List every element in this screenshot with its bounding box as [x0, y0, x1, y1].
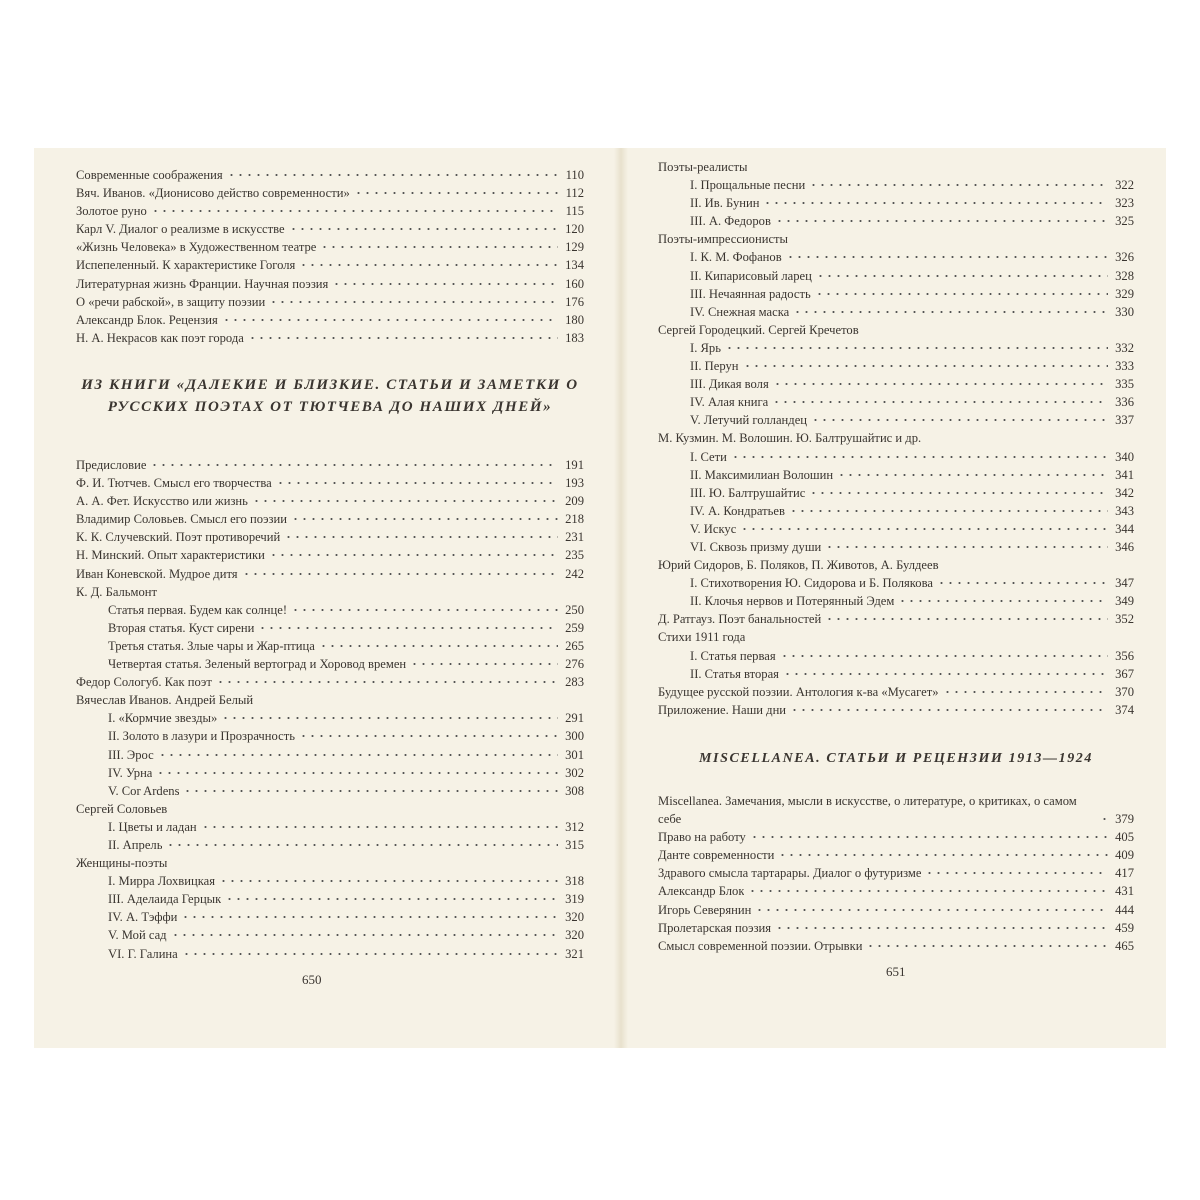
- dot-leader: [755, 908, 1108, 914]
- book-spread: [34, 148, 1166, 1048]
- dot-leader: [1100, 817, 1108, 823]
- toc-entry-title: Поэты-импрессионисты: [658, 232, 789, 247]
- toc-entry-page: 336: [1115, 395, 1134, 410]
- dot-leader: [783, 672, 1108, 678]
- toc-entry: [658, 538, 1134, 556]
- page-number: 651: [886, 964, 906, 979]
- toc-entry-page: 110: [565, 168, 584, 182]
- toc-entry-page: 340: [1115, 449, 1134, 464]
- toc-entry-page: 283: [565, 675, 584, 690]
- toc-entry-title: Д. Ратгауз. Поэт банальностей: [658, 612, 822, 627]
- toc-entry: [76, 890, 584, 908]
- dot-leader: [269, 300, 558, 306]
- toc-entry-title: IV. Урна: [108, 765, 153, 780]
- toc-entry-page: 465: [1115, 938, 1134, 953]
- toc-entry-page: 302: [565, 765, 584, 780]
- page-number: 650: [302, 972, 322, 987]
- toc-entry-title: Сергей Соловьев: [76, 801, 168, 816]
- toc-entry-title: II. Статья вторая: [690, 666, 779, 681]
- dot-leader: [299, 734, 558, 740]
- toc-entry-page: 405: [1115, 830, 1134, 845]
- toc-entry-page: 356: [1115, 648, 1134, 663]
- dot-leader: [276, 481, 558, 487]
- toc-entry-title: Испепеленный. К характеристике Гоголя: [76, 258, 296, 273]
- toc-entry-title: Игорь Северянин: [658, 902, 752, 917]
- toc-entry-title: Право на работу: [658, 830, 746, 845]
- toc-entry-page: 343: [1115, 503, 1134, 518]
- toc-entry: [658, 647, 1134, 665]
- toc-entry-page: 115: [565, 204, 584, 219]
- toc-entry-title: Вячеслав Иванов. Андрей Белый: [76, 693, 254, 708]
- dot-leader: [216, 680, 558, 686]
- toc-entry-title: VI. Сквозь призму души: [690, 539, 822, 554]
- toc-entry-page: 321: [565, 946, 584, 961]
- toc-entry: [76, 565, 584, 583]
- toc-entry-page: 328: [1115, 268, 1134, 283]
- toc-entry-title: I. Цветы и ладан: [108, 819, 197, 834]
- toc-entry-title: Смысл современной поэзии. Отрывки: [658, 938, 863, 953]
- toc-entry-page: 342: [1115, 485, 1134, 500]
- toc-entry-title: К. К. Случевский. Поэт противоречий: [76, 530, 281, 545]
- toc-entry: [76, 908, 584, 926]
- toc-entry-title: Пролетарская поэзия: [658, 920, 772, 935]
- toc-entry-title: Будущее русской поэзии. Антология к-ва «Мусагет»: [658, 684, 939, 699]
- toc-entry: [76, 872, 584, 890]
- toc-entry-page: 180: [565, 312, 584, 327]
- toc-entry: [658, 267, 1134, 285]
- toc-entry: [658, 411, 1134, 429]
- toc-entry-page: 349: [1115, 594, 1134, 609]
- toc-entry: [658, 864, 1134, 882]
- toc-entry-page: 330: [1115, 304, 1134, 319]
- dot-leader: [284, 535, 558, 541]
- toc-entry-title: V. Cor Ardens: [108, 783, 180, 798]
- toc-entry: [658, 448, 1134, 466]
- dot-leader: [816, 274, 1108, 280]
- toc-entry-page: 191: [565, 458, 584, 472]
- toc-entry-title: Статья первая. Будем как солнце!: [108, 602, 288, 617]
- toc-entry: [658, 882, 1134, 900]
- dot-leader: [354, 191, 558, 197]
- toc-entry-page: 250: [565, 602, 584, 617]
- toc-entry-title: I. Мирра Лохвицкая: [108, 874, 216, 889]
- toc-entry: [658, 321, 1134, 339]
- toc-entry-title: Александр Блок. Рецензия: [76, 312, 218, 327]
- toc-entry-page: 326: [1115, 250, 1134, 265]
- toc-entry-page: 344: [1115, 521, 1134, 536]
- section-heading: MISCELLANEA. СТАТЬИ И РЕЦЕНЗИИ 1913—1924: [698, 751, 1093, 766]
- toc-entry: [76, 220, 584, 238]
- dot-leader: [181, 915, 558, 921]
- dot-leader: [937, 581, 1108, 587]
- toc-entry: [658, 357, 1134, 375]
- toc-entry-title: Н. А. Некрасов как поэт города: [76, 330, 244, 345]
- toc-entry-title: III. Аделаида Герцык: [108, 892, 222, 907]
- dot-leader: [222, 318, 558, 324]
- toc-entry-page: 265: [565, 638, 584, 653]
- toc-entry-title: Женщины-поэты: [76, 856, 168, 871]
- toc-entry: [76, 854, 584, 872]
- toc-entry: [76, 256, 584, 274]
- toc-entry: [658, 158, 1134, 176]
- toc-entry-title: Юрий Сидоров, Б. Поляков, П. Животов, А. Булдеев: [658, 558, 939, 573]
- dot-leader: [289, 227, 558, 233]
- toc-entry: [76, 619, 584, 637]
- dot-leader: [156, 771, 558, 777]
- toc-entry-title: Федор Сологуб. Как поэт: [76, 675, 212, 690]
- dot-leader: [151, 209, 558, 215]
- toc-entry-title: I. Статья первая: [690, 648, 776, 663]
- dot-leader: [725, 346, 1108, 352]
- toc-entry-page: 320: [565, 928, 584, 943]
- toc-entry-page: 352: [1115, 612, 1134, 627]
- toc-entry-title: Третья статья. Злые чары и Жар-птица: [108, 638, 315, 653]
- toc-entry: [76, 166, 584, 184]
- toc-entry-title: Владимир Соловьев. Смысл его поэзии: [76, 512, 288, 527]
- toc-entry: [658, 846, 1134, 864]
- dot-leader: [269, 553, 558, 559]
- toc-entry-title: II. Перун: [690, 359, 739, 374]
- toc-entry-title: V. Мой сад: [108, 928, 167, 943]
- toc-entry: [658, 393, 1134, 411]
- toc-list-misc: [658, 792, 1134, 955]
- dot-leader: [825, 545, 1108, 551]
- toc-entry-page: 431: [1115, 884, 1134, 899]
- toc-entry-title: О «речи рабской», в защиту поэзии: [76, 294, 266, 309]
- toc-entry-page: 218: [565, 512, 584, 527]
- toc-entry: [76, 782, 584, 800]
- toc-entry-title: Данте современности: [658, 848, 775, 863]
- toc-entry-page: 332: [1115, 340, 1134, 355]
- toc-entry-title: Золотое руно: [76, 204, 147, 219]
- toc-entry-title: IV. Снежная маска: [690, 304, 790, 319]
- section-heading: ИЗ КНИГИ «ДАЛЕКИЕ И БЛИЗКИЕ. СТАТЬИ И ЗАМЕТКИ О РУССКИХ ПОЭТАХ ОТ ТЮТЧЕВА ДО НАШИХ ДНЕЙ»: [81, 377, 579, 415]
- toc-entry: [76, 202, 584, 220]
- toc-entry: [658, 303, 1134, 321]
- toc-entry-title: III. А. Федоров: [690, 214, 771, 229]
- toc-entry-page: 337: [1115, 413, 1134, 428]
- dot-leader: [731, 455, 1108, 461]
- toc-entry-title: II. Ив. Бунин: [690, 196, 760, 211]
- toc-entry-title: Литературная жизнь Франции. Научная поэзия: [76, 276, 329, 291]
- dot-leader: [299, 263, 558, 269]
- dot-leader: [252, 499, 558, 505]
- dot-leader: [319, 644, 558, 650]
- toc-entry-title: Поэты-реалисты: [658, 160, 748, 174]
- toc-entry-title: Ф. И. Тютчев. Смысл его творчества: [76, 476, 272, 491]
- dot-leader: [775, 926, 1108, 932]
- toc-entry: [658, 466, 1134, 484]
- toc-entry-page: 319: [565, 892, 584, 907]
- right-page: [622, 148, 1166, 1048]
- toc-entry: [658, 901, 1134, 919]
- toc-entry: [658, 683, 1134, 701]
- dot-leader: [748, 889, 1108, 895]
- toc-entry: [76, 818, 584, 836]
- toc-entry: [76, 275, 584, 293]
- toc-entry: [76, 800, 584, 818]
- toc-entry-title: «Жизнь Человека» в Художественном театре: [76, 240, 317, 255]
- toc-entry: [76, 184, 584, 202]
- toc-entry-title: А. А. Фет. Искусство или жизнь: [76, 494, 248, 509]
- toc-entry-page: 409: [1115, 848, 1134, 863]
- dot-leader: [763, 201, 1108, 207]
- toc-entry-page: 235: [565, 548, 584, 563]
- toc-entry-title: I. Стихотворения Ю. Сидорова и Б. Полякова: [690, 576, 933, 591]
- toc-entry: [76, 293, 584, 311]
- dot-leader: [320, 245, 558, 251]
- dot-leader: [837, 473, 1108, 479]
- toc-list-top: [76, 166, 584, 347]
- dot-leader: [242, 572, 558, 578]
- toc-entry-page: 325: [1115, 214, 1134, 229]
- toc-entry: [658, 375, 1134, 393]
- toc-entry-page: 315: [565, 837, 584, 852]
- dot-leader: [158, 753, 558, 759]
- toc-entry-title: II. Максимилиан Волошин: [690, 467, 834, 482]
- toc-entry: [76, 546, 584, 564]
- toc-entry-page: 176: [565, 294, 584, 309]
- toc-entry: [658, 520, 1134, 538]
- dot-leader: [248, 336, 558, 342]
- toc-entry: [76, 836, 584, 854]
- toc-entry-page: 291: [565, 711, 584, 726]
- dot-leader: [150, 463, 558, 469]
- toc-entry-page: 308: [565, 783, 584, 798]
- toc-entry: [76, 492, 584, 510]
- toc-entry-title: II. Кипарисовый ларец: [690, 268, 812, 283]
- toc-entry: [76, 764, 584, 782]
- toc-entry-page: 346: [1115, 539, 1134, 554]
- dot-leader: [201, 825, 558, 831]
- toc-entry-title: IV. А. Тэффи: [108, 910, 178, 925]
- toc-entry-page: 193: [565, 476, 584, 491]
- toc-entry-title: Вторая статья. Куст сирени: [108, 620, 255, 635]
- dot-leader: [171, 933, 558, 939]
- toc-entry-page: 231: [565, 530, 584, 545]
- toc-entry: [76, 637, 584, 655]
- toc-entry-page: 312: [565, 819, 584, 834]
- dot-leader: [182, 952, 558, 958]
- toc-entry-title: М. Кузмин. М. Волошин. Ю. Балтрушайтис и др.: [658, 431, 922, 446]
- dot-leader: [166, 843, 558, 849]
- dot-leader: [815, 292, 1108, 298]
- toc-entry: [658, 665, 1134, 683]
- toc-entry-title: Miscellanea. Замечания, мысли в искусстве, о литературе, о критиках, о самом себе: [658, 794, 1077, 826]
- toc-entry-page: 335: [1115, 377, 1134, 392]
- toc-entry-title: III. Дикая воля: [690, 377, 769, 392]
- toc-entry-title: I. К. М. Фофанов: [690, 250, 782, 265]
- dot-leader: [898, 599, 1108, 605]
- dot-leader: [772, 400, 1108, 406]
- toc-entry: [76, 474, 584, 492]
- toc-entry: [658, 701, 1134, 719]
- toc-entry-page: 379: [1115, 812, 1134, 827]
- dot-leader: [866, 944, 1108, 950]
- toc-entry: [76, 691, 584, 709]
- dot-leader: [225, 897, 558, 903]
- toc-entry-page: 367: [1115, 666, 1134, 681]
- dot-leader: [775, 219, 1108, 225]
- toc-entry-title: Здравого смысла тартарары. Диалог о футуризме: [658, 866, 922, 881]
- toc-entry: [76, 456, 584, 474]
- toc-entry: [76, 238, 584, 256]
- toc-list-main: [658, 158, 1134, 719]
- toc-entry-page: 300: [565, 729, 584, 744]
- toc-entry: [76, 746, 584, 764]
- toc-entry: [76, 329, 584, 347]
- toc-entry-title: I. «Кормчие звезды»: [108, 711, 218, 726]
- toc-entry: [658, 937, 1134, 955]
- toc-list-main: [76, 456, 584, 963]
- toc-entry-page: 301: [565, 747, 584, 762]
- toc-entry-title: Предисловие: [76, 458, 147, 472]
- dot-leader: [778, 853, 1108, 859]
- toc-entry: [658, 212, 1134, 230]
- dot-leader: [183, 789, 558, 795]
- toc-entry-title: Александр Блок: [658, 884, 745, 899]
- toc-entry-title: Сергей Городецкий. Сергей Кречетов: [658, 322, 859, 337]
- toc-entry: [658, 574, 1134, 592]
- toc-entry-page: 374: [1115, 702, 1134, 717]
- toc-entry: [658, 248, 1134, 266]
- toc-entry-title: V. Летучий голландец: [690, 413, 808, 428]
- toc-entry-page: 320: [565, 910, 584, 925]
- toc-entry: [658, 230, 1134, 248]
- toc-entry-page: 347: [1115, 576, 1134, 591]
- toc-entry-title: II. Клочья нервов и Потерянный Эдем: [690, 594, 895, 609]
- toc-entry-title: Четвертая статья. Зеленый вертоград и Хоровод времен: [108, 657, 407, 672]
- dot-leader: [825, 617, 1108, 623]
- toc-entry: [658, 792, 1134, 828]
- toc-entry: [658, 339, 1134, 357]
- toc-entry-title: Современные соображения: [76, 168, 223, 182]
- toc-entry: [658, 592, 1134, 610]
- toc-entry: [658, 285, 1134, 303]
- dot-leader: [789, 509, 1108, 515]
- toc-entry-title: I. Прощальные песни: [690, 178, 806, 193]
- dot-leader: [227, 173, 558, 179]
- dot-leader: [809, 183, 1108, 189]
- toc-entry: [76, 528, 584, 546]
- toc-entry: [76, 583, 584, 601]
- toc-entry: [658, 176, 1134, 194]
- toc-entry: [76, 926, 584, 944]
- toc-entry-title: II. Апрель: [108, 837, 163, 852]
- toc-entry-title: VI. Г. Галина: [108, 946, 178, 961]
- dot-leader: [780, 654, 1108, 660]
- toc-entry-title: Приложение. Наши дни: [658, 702, 787, 717]
- dot-leader: [925, 871, 1108, 877]
- toc-entry: [658, 919, 1134, 937]
- toc-entry: [76, 510, 584, 528]
- dot-leader: [332, 282, 558, 288]
- toc-entry: [76, 727, 584, 745]
- toc-entry-title: К. Д. Бальмонт: [76, 584, 158, 599]
- toc-entry-title: III. Эрос: [108, 747, 154, 762]
- toc-entry-page: 183: [565, 330, 584, 345]
- toc-entry-page: 318: [565, 874, 584, 889]
- toc-entry: [76, 311, 584, 329]
- toc-entry: [658, 194, 1134, 212]
- toc-entry-page: 329: [1115, 286, 1134, 301]
- toc-entry: [658, 610, 1134, 628]
- toc-entry-page: 444: [1115, 902, 1134, 917]
- dot-leader: [790, 708, 1108, 714]
- toc-entry-title: III. Ю. Балтрушайтис: [690, 485, 806, 500]
- toc-entry-page: 134: [565, 258, 584, 273]
- toc-entry-title: IV. Алая книга: [690, 395, 769, 410]
- toc-entry-title: Иван Коневской. Мудрое дитя: [76, 566, 238, 581]
- dot-leader: [750, 835, 1108, 841]
- dot-leader: [773, 382, 1108, 388]
- dot-leader: [943, 690, 1108, 696]
- toc-entry-page: 370: [1115, 684, 1134, 699]
- toc-entry: [76, 673, 584, 691]
- toc-entry-title: IV. А. Кондратьев: [690, 503, 785, 518]
- dot-leader: [793, 310, 1108, 316]
- toc-entry-title: I. Сети: [690, 449, 727, 464]
- toc-entry-page: 333: [1115, 359, 1134, 374]
- toc-entry: [76, 601, 584, 619]
- toc-entry-page: 276: [565, 657, 584, 672]
- dot-leader: [811, 418, 1108, 424]
- toc-entry-title: Н. Минский. Опыт характеристики: [76, 548, 265, 563]
- toc-entry: [76, 945, 584, 963]
- toc-entry: [76, 709, 584, 727]
- toc-entry: [658, 484, 1134, 502]
- toc-entry-page: 459: [1115, 920, 1134, 935]
- dot-leader: [258, 626, 558, 632]
- toc-entry-title: I. Ярь: [690, 340, 721, 355]
- toc-entry-page: 242: [565, 566, 584, 581]
- toc-entry-page: 129: [565, 240, 584, 255]
- dot-leader: [291, 608, 558, 614]
- toc-entry-page: 417: [1115, 866, 1134, 881]
- toc-entry-title: Стихи 1911 года: [658, 630, 746, 645]
- dot-leader: [410, 662, 558, 668]
- dot-leader: [786, 255, 1108, 261]
- toc-entry-page: 112: [565, 186, 584, 201]
- toc-entry-page: 209: [565, 494, 584, 509]
- toc-entry-page: 120: [565, 222, 584, 237]
- toc-entry: [658, 628, 1134, 646]
- toc-entry: [658, 502, 1134, 520]
- toc-entry: [76, 655, 584, 673]
- left-page: [34, 148, 622, 1048]
- dot-leader: [809, 491, 1108, 497]
- toc-entry-page: 322: [1115, 178, 1134, 193]
- dot-leader: [219, 879, 558, 885]
- toc-entry-title: II. Золото в лазури и Прозрачность: [108, 729, 295, 744]
- dot-leader: [740, 527, 1108, 533]
- toc-entry-page: 259: [565, 620, 584, 635]
- dot-leader: [743, 364, 1108, 370]
- toc-entry-page: 341: [1115, 467, 1134, 482]
- toc-entry: [658, 828, 1134, 846]
- toc-entry: [658, 556, 1134, 574]
- toc-entry-title: Вяч. Иванов. «Дионисово действо современности»: [76, 186, 350, 201]
- toc-entry-title: Карл V. Диалог о реализме в искусстве: [76, 222, 285, 237]
- toc-entry-title: III. Нечаянная радость: [690, 286, 811, 301]
- toc-entry-page: 160: [565, 276, 584, 291]
- dot-leader: [291, 517, 558, 523]
- toc-entry-page: 323: [1115, 196, 1134, 211]
- toc-entry-title: V. Искус: [690, 521, 737, 536]
- dot-leader: [221, 716, 558, 722]
- toc-entry: [658, 429, 1134, 447]
